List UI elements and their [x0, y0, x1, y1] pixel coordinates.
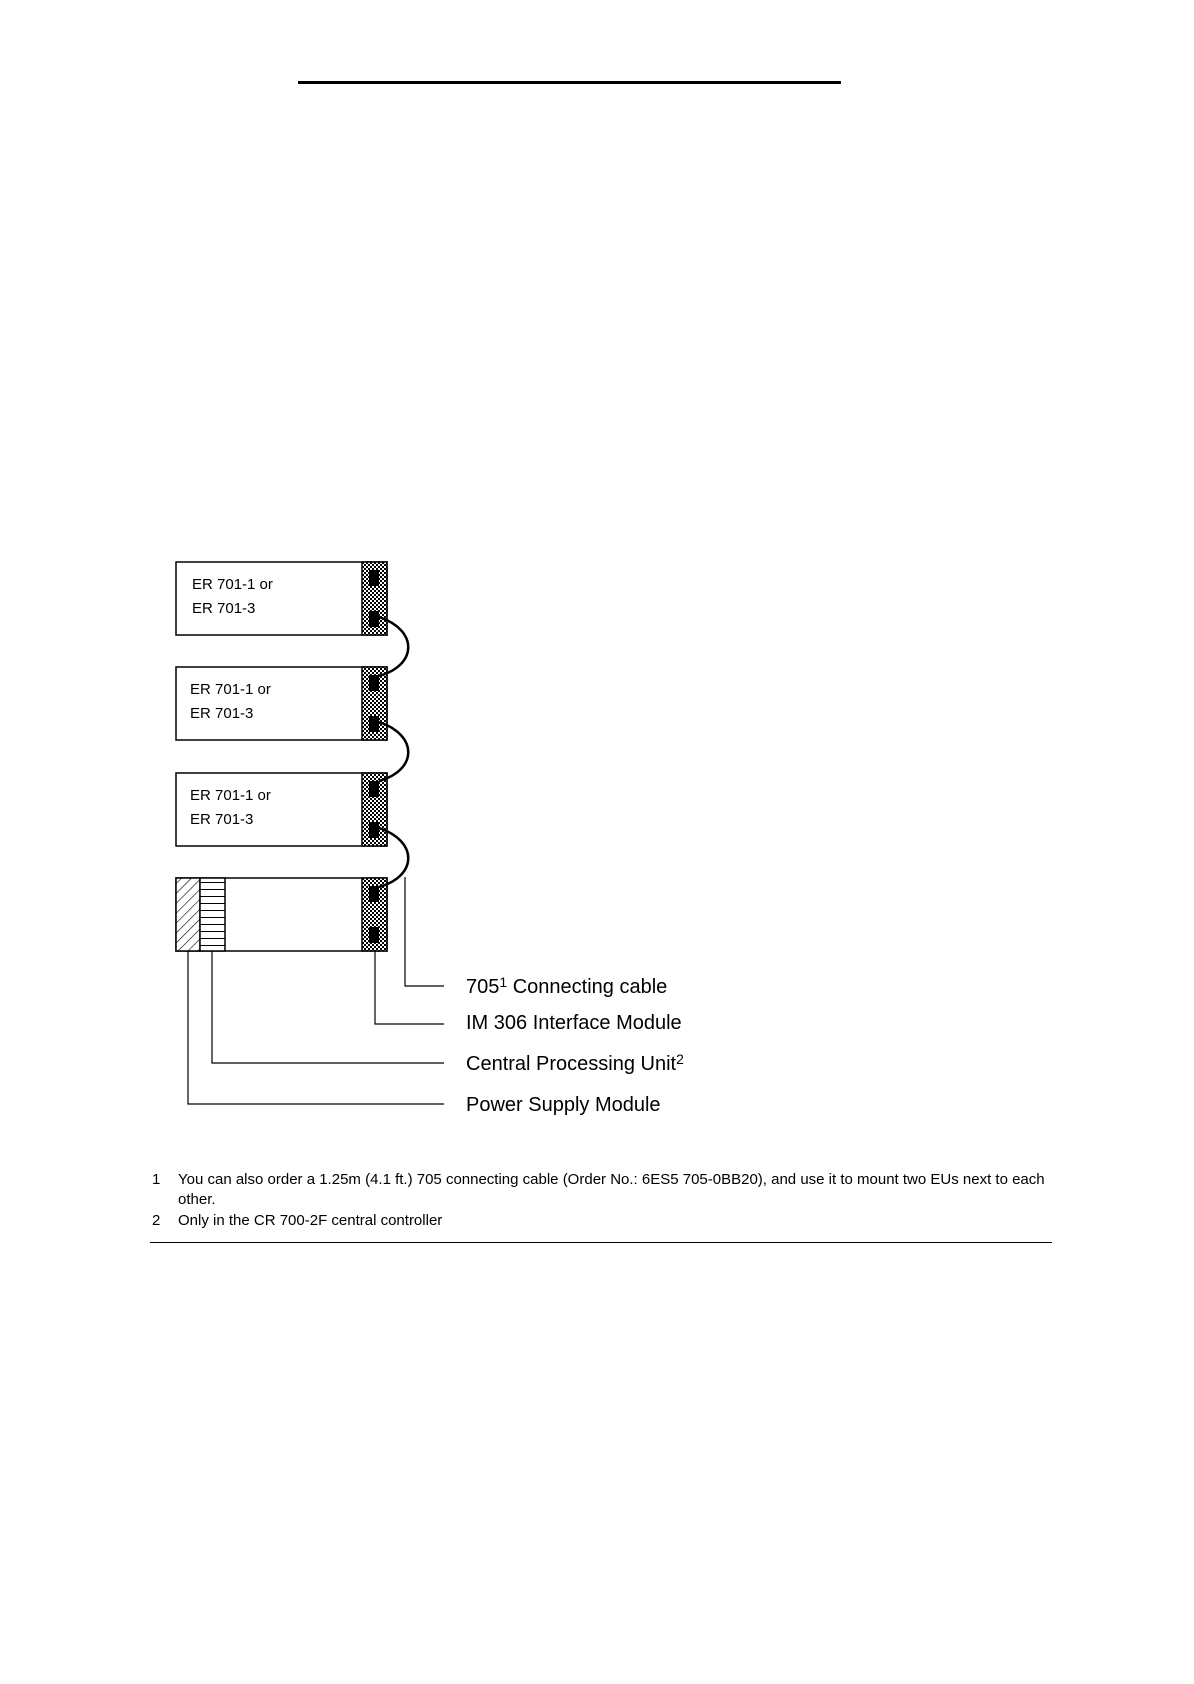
footnote-number: 2 [152, 1212, 161, 1229]
callout-interface-text: IM 306 Interface Module [466, 1012, 682, 1034]
rack-label-3 [190, 784, 271, 832]
callout-connecting-cable [466, 974, 667, 999]
footnote-ref-2: 2 [676, 1051, 684, 1067]
callout-cable-number: 705 [466, 976, 500, 998]
rack-label-line1: ER 701-1 or [190, 787, 271, 804]
footnote-1 [152, 1170, 1052, 1212]
callout-psu-text: Power Supply Module [466, 1094, 661, 1116]
footnote-ref-1: 1 [499, 974, 508, 990]
footnote-text: You can also order a 1.25m (4.1 ft.) 705 connecting cable (Order No.: 6ES5 705-0BB20), and use it to mount two EUs next to each other. [178, 1171, 1045, 1208]
rack-label-line2: ER 701-3 [190, 705, 254, 722]
rack-label-line2: ER 701-3 [192, 600, 256, 617]
callout-interface-module [466, 1012, 682, 1035]
rack-label-line2: ER 701-3 [190, 811, 254, 828]
callout-cable-text: Connecting cable [507, 976, 668, 998]
callout-cpu-text: Central Processing Unit [466, 1053, 677, 1075]
footnote-text: Only in the CR 700-2F central controller [178, 1212, 443, 1229]
callout-cpu [466, 1051, 684, 1076]
footnote-2 [152, 1211, 1052, 1231]
power-supply-slot [176, 878, 200, 951]
rack-label-1 [192, 573, 273, 621]
cpu-slot [200, 878, 225, 951]
rack-label-line1: ER 701-1 or [190, 681, 271, 698]
footnote-number: 1 [152, 1171, 161, 1188]
callout-power-supply [466, 1094, 661, 1117]
rack-label-2 [190, 678, 271, 726]
footer-rule [150, 1242, 1052, 1243]
rack-label-line1: ER 701-1 or [192, 576, 273, 593]
central-rack [176, 878, 387, 951]
